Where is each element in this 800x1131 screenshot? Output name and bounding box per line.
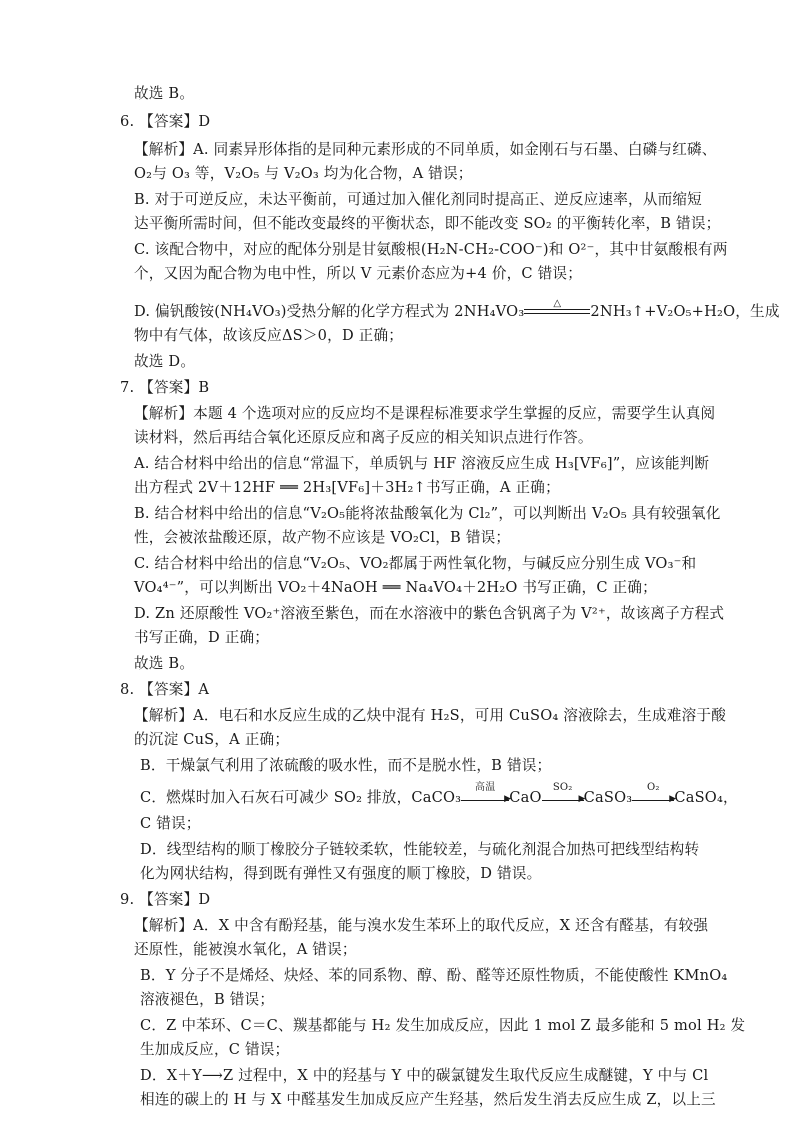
text-line xyxy=(134,140,717,160)
text-line xyxy=(134,554,696,574)
text-line xyxy=(140,1090,716,1110)
line-text: 性，会被浓盐酸还原，故产物不应该是 VO₂Cl，B 错误； xyxy=(134,529,511,546)
line-text: C. 该配合物中，对应的配体分别是甘氨酸根(H₂N-CH₂-COO⁻)和 O²⁻，其中甘氨酸根有两 xyxy=(134,241,728,258)
text-line xyxy=(140,1066,708,1086)
line-text: C．Z 中苯环、C＝C、羰基都能与 H₂ 发生加成反应，因此 1 mol Z 最多能和 5 mol H₂ 发 xyxy=(140,1017,746,1034)
text-line xyxy=(134,428,593,448)
text-line xyxy=(134,504,721,524)
text-line xyxy=(140,814,201,834)
line-text: 7. 【答案】B xyxy=(120,379,210,396)
line-text: 【解析】本题 4 个选项对应的反应均不是课程标准要求学生掌握的反应，需要学生认真阅 xyxy=(134,405,716,422)
line-text: B. 结合材料中给出的信息“V₂O₅能将浓盐酸氧化为 Cl₂”，可以判断出 V₂O₅ 具有较强氧化 xyxy=(134,505,721,522)
line-text: 化为网状结构，得到既有弹性又有强度的顺丁橡胶，D 错误。 xyxy=(140,865,542,882)
text-line xyxy=(120,890,210,910)
text-line xyxy=(140,1040,289,1060)
line-text: 【解析】A．X 中含有酚羟基，能与溴水发生苯环上的取代反应，X 还含有醛基，有较强 xyxy=(134,917,709,934)
text-line xyxy=(134,214,720,234)
line-text: B．Y 分子不是烯烃、炔烃、苯的同系物、醇、酚、醛等还原性物质，不能使酸性 KMnO₄ xyxy=(140,967,728,984)
reaction-arrow: 高温 ▶ xyxy=(461,796,509,801)
text-line xyxy=(134,628,269,648)
text-line xyxy=(134,240,728,260)
reaction-arrow: SO₂ ▶ xyxy=(542,796,584,801)
line-text: 故选 D。 xyxy=(134,353,196,370)
line-text: 故选 B。 xyxy=(134,85,195,102)
line-text: 还原性，能被溴水氧化，A 错误； xyxy=(134,941,357,958)
line-text: C. 结合材料中给出的信息“V₂O₅、VO₂都属于两性氧化物，与碱反应分别生成 VO₃⁻和 xyxy=(134,555,697,572)
reaction-condition: 高温 xyxy=(475,781,496,793)
line-text: VO₄⁴⁻”，可以判断出 VO₂＋4NaOH ══ Na₄VO₄＋2H₂O 书写正确，C 正确； xyxy=(134,579,657,596)
heating-equals-sign xyxy=(524,298,590,317)
line-text: 6. 【答案】D xyxy=(120,113,211,130)
line-text: 的沉淀 CuS，A 正确； xyxy=(134,731,290,748)
line-text: A. 结合材料中给出的信息“常温下，单质钒与 HF 溶液反应生成 H₃[VF₆]”，应该能判断 xyxy=(134,455,710,472)
text-line xyxy=(134,730,289,750)
text-line xyxy=(134,404,715,424)
text-line xyxy=(140,1016,745,1036)
text-line xyxy=(120,112,210,132)
text-line xyxy=(120,680,209,700)
line-text: 达平衡所需时间，但不能改变最终的平衡状态，即不能改变 SO₂ 的平衡转化率，B 错误； xyxy=(134,215,721,232)
line-text: 故选 B。 xyxy=(134,655,195,672)
line-text: 【解析】A．电石和水反应生成的乙炔中混有 H₂S，可用 CuSO₄ 溶液除去，生成难溶于酸 xyxy=(134,707,727,724)
text-line xyxy=(134,298,780,322)
line-text: D. 偏钒酸铵(NH₄VO₃)受热分解的化学方程式为 2NH₄VO₃ xyxy=(134,303,525,320)
line-text: 【解析】A. 同素异形体指的是同种元素形成的不同单质，如金刚石与石墨、白磷与红磷、 xyxy=(134,141,717,158)
line-text: C．燃煤时加入石灰石可减少 SO₂ 排放，CaCO₃ xyxy=(140,789,462,806)
text-line xyxy=(140,781,738,808)
line-text: 物中有气体，故该反应ΔS＞0，D 正确； xyxy=(134,327,404,344)
line-text: 出方程式 2V＋12HF ══ 2H₃[VF₆]＋3H₂↑书写正确，A 正确； xyxy=(134,479,560,496)
text-line xyxy=(120,378,209,398)
text-line xyxy=(134,454,709,474)
text-line xyxy=(140,864,541,884)
line-text: B. 对于可逆反应，未达平衡前，可通过加入催化剂同时提高正、逆反应速率，从而缩短 xyxy=(134,191,702,208)
line-text: 读材料，然后再结合氧化还原反应和离子反应的相关知识点进行作答。 xyxy=(134,429,593,446)
reaction-product: CaO xyxy=(509,789,542,806)
text-line xyxy=(134,326,403,346)
text-line xyxy=(140,756,551,776)
line-text: D. Zn 还原酸性 VO₂⁺溶液至紫色，而在水溶液中的紫色含钒离子为 V²⁺，故该离子方程式 xyxy=(134,605,725,622)
text-line xyxy=(134,352,195,372)
reaction-condition: SO₂ xyxy=(552,781,573,793)
line-text: 生加成反应，C 错误； xyxy=(140,1041,290,1058)
line-text: 9. 【答案】D xyxy=(120,891,211,908)
reaction-product: CaSO₄ xyxy=(674,789,724,806)
text-line xyxy=(134,164,473,184)
text-line xyxy=(134,604,724,624)
reaction-arrow: O₂ ▶ xyxy=(632,796,674,801)
text-line xyxy=(134,84,194,104)
text-line xyxy=(134,264,582,284)
line-text: B．干燥氯气利用了浓硫酸的吸水性，而不是脱水性，B 错误； xyxy=(140,757,552,774)
line-text: D．线型结构的顺丁橡胶分子链较柔软，性能较差，与硫化剂混合加热可把线型结构转 xyxy=(140,841,700,858)
text-line xyxy=(134,706,726,726)
line-text: C 错误； xyxy=(140,815,201,832)
line-text: 溶液褪色，B 错误； xyxy=(140,991,275,1008)
text-line xyxy=(140,990,274,1010)
text-line xyxy=(134,478,560,498)
text-line xyxy=(134,528,510,548)
heat-condition: △ xyxy=(553,298,562,309)
text-line xyxy=(134,916,708,936)
text-line xyxy=(134,654,194,674)
line-text-tail: ， xyxy=(723,789,738,806)
line-text: O₂与 O₃ 等，V₂O₅ 与 V₂O₃ 均为化合物，A 错误； xyxy=(134,165,473,182)
line-text: 个，又因为配合物为电中性，所以 V 元素价态应为+4 价，C 错误； xyxy=(134,265,583,282)
text-line xyxy=(134,578,657,598)
reaction-product: CaSO₃ xyxy=(583,789,633,806)
text-line xyxy=(134,190,702,210)
text-line xyxy=(140,966,728,986)
line-text-tail: 2NH₃↑+V₂O₅+H₂O，生成 xyxy=(590,303,780,320)
text-line xyxy=(140,840,699,860)
line-text: 相连的碳上的 H 与 X 中醛基发生加成反应产生羟基，然后发生消去反应生成 Z，以上三 xyxy=(140,1091,716,1108)
text-line xyxy=(134,940,357,960)
line-text: 8. 【答案】A xyxy=(120,681,210,698)
line-text: 书写正确，D 正确； xyxy=(134,629,270,646)
line-text: D．X＋Y⟶Z 过程中，X 中的羟基与 Y 中的碳氯键发生取代反应生成醚键，Y 中与 Cl xyxy=(140,1067,709,1084)
reaction-condition: O₂ xyxy=(647,781,660,793)
